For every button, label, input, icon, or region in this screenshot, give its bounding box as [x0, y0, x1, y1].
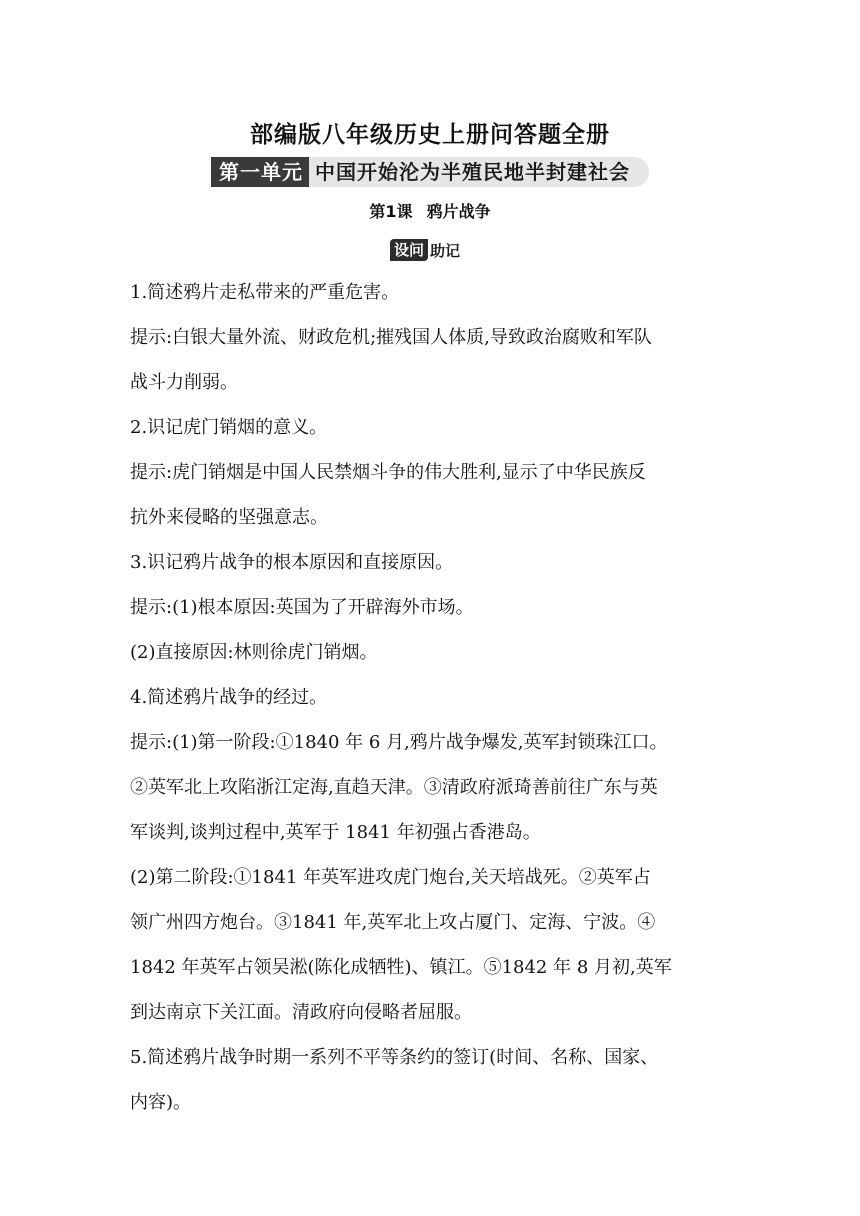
- answer-2-line: 抗外来侵略的坚强意志。: [130, 507, 328, 528]
- answer-4-line: 领广州四方炮台。③1841 年,英军北上攻占厦门、定海、宁波。④: [130, 912, 656, 933]
- answer-3-line: (2)直接原因:林则徐虎门销烟。: [130, 642, 378, 663]
- answer-4-line: (2)第二阶段:①1841 年英军进攻虎门炮台,关天培战死。②英军占: [130, 867, 651, 888]
- section-badge-question: 设问: [390, 239, 428, 261]
- section-badge-memo: 助记: [430, 241, 461, 260]
- answer-3-line: 提示:(1)根本原因:英国为了开辟海外市场。: [130, 597, 474, 618]
- answer-4-line: 到达南京下关江面。清政府向侵略者屈服。: [130, 1002, 472, 1023]
- answer-4-line: 提示:(1)第一阶段:①1840 年 6 月,鸦片战争爆发,英军封锁珠江口。: [130, 732, 668, 753]
- answer-4-line: 军谈判,谈判过程中,英军于 1841 年初强占香港岛。: [130, 822, 541, 843]
- question-2-line: 2.识记虎门销烟的意义。: [130, 417, 328, 438]
- section-badge: [390, 239, 460, 261]
- document-title: 部编版八年级历史上册问答题全册: [250, 122, 610, 148]
- answer-4-line: ②英军北上攻陷浙江定海,直趋天津。③清政府派琦善前往广东与英: [130, 777, 658, 798]
- question-3-line: 3.识记鸦片战争的根本原因和直接原因。: [130, 552, 454, 573]
- lesson-number: 第1课: [369, 202, 413, 221]
- question-5-line: 内容)。: [130, 1092, 192, 1113]
- qa-content: [130, 270, 730, 1125]
- question-5-line: 5.简述鸦片战争时期一系列不平等条约的签订(时间、名称、国家、: [130, 1047, 659, 1068]
- answer-4-line: 1842 年英军占领吴淞(陈化成牺牲)、镇江。⑤1842 年 8 月初,英军: [130, 957, 672, 978]
- unit-name: 中国开始沦为半殖民地半封建社会: [309, 157, 649, 187]
- question-1-line: 1.简述鸦片走私带来的严重危害。: [130, 282, 400, 303]
- question-4-line: 4.简述鸦片战争的经过。: [130, 687, 328, 708]
- lesson-title: [0, 199, 860, 222]
- answer-1-line: 战斗力削弱。: [130, 372, 238, 393]
- unit-tag: 第一单元: [211, 157, 309, 187]
- answer-1-line: 提示:白银大量外流、财政危机;摧残国人体质,导致政治腐败和军队: [130, 327, 652, 348]
- lesson-name: 鸦片战争: [426, 202, 491, 221]
- answer-2-line: 提示:虎门销烟是中国人民禁烟斗争的伟大胜利,显示了中华民族反: [130, 462, 646, 483]
- unit-banner: [211, 157, 649, 187]
